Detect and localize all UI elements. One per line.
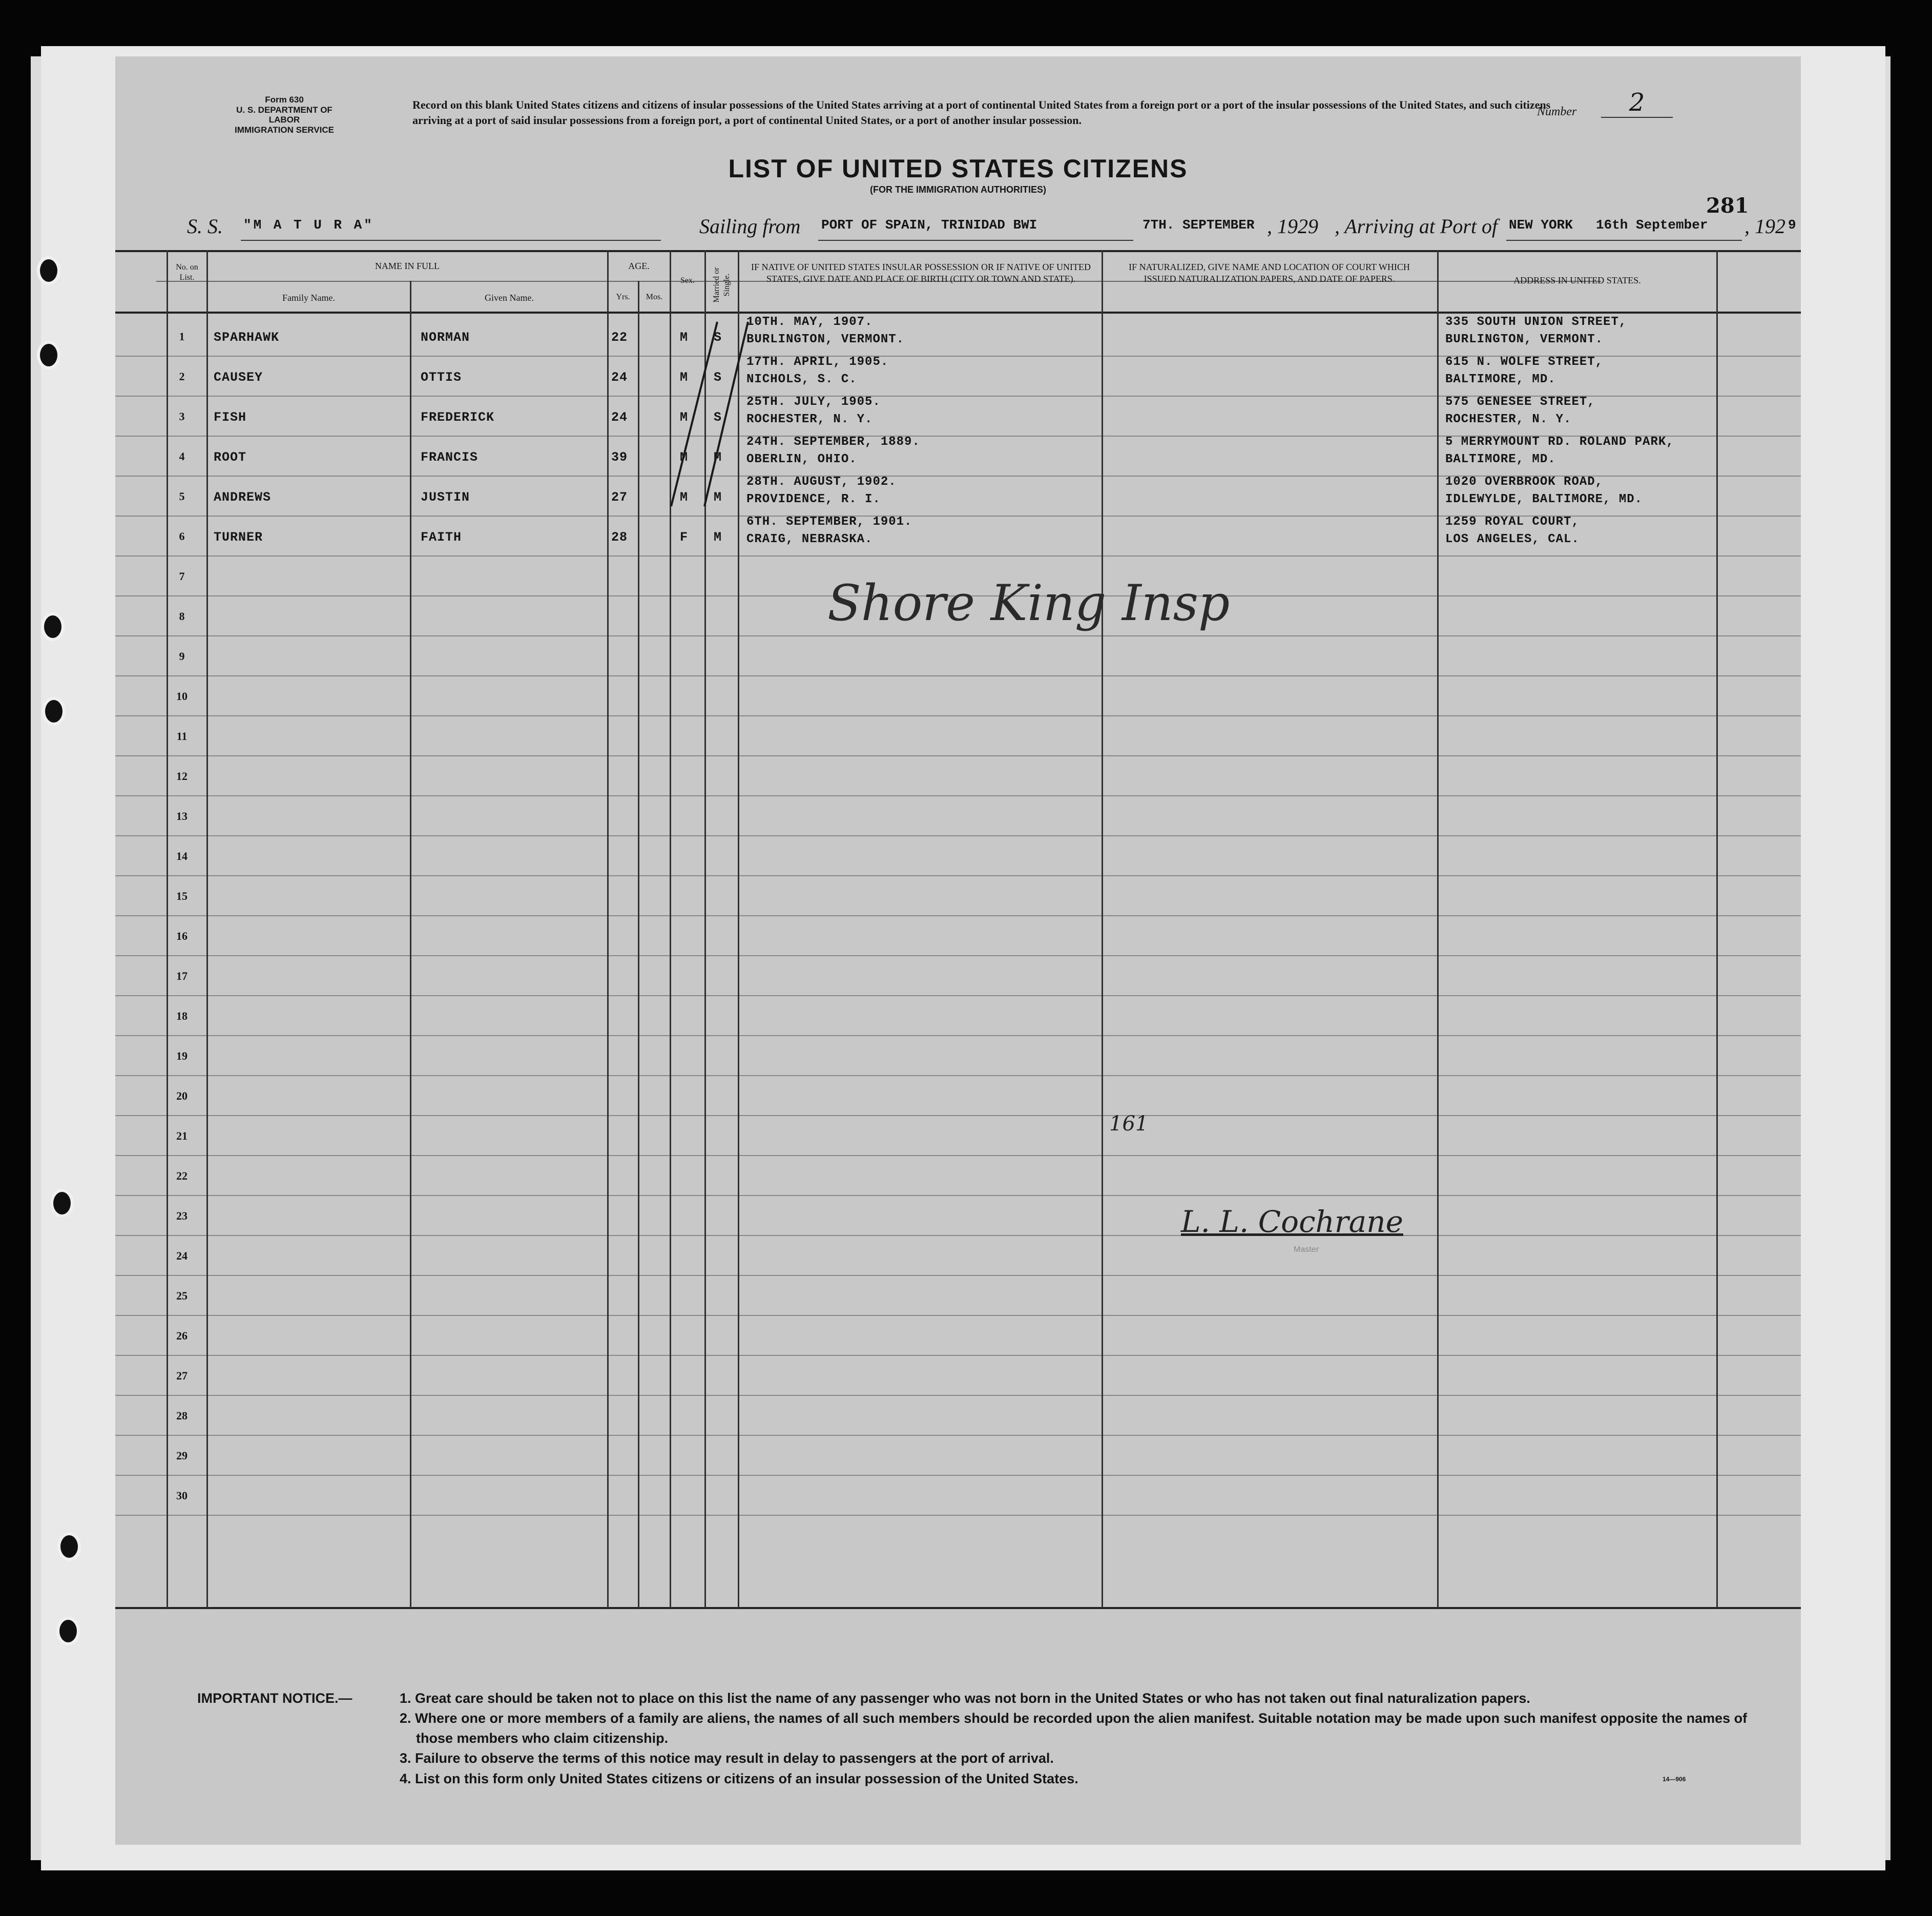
column-rule — [638, 281, 639, 1608]
column-rule — [206, 250, 208, 1608]
row-number: 19 — [176, 1049, 188, 1062]
birth-place-cell: BURLINGTON, VERMONT. — [746, 333, 905, 346]
year-from: , 1929 — [1267, 215, 1318, 238]
address-line-2: LOS ANGELES, CAL. — [1445, 532, 1580, 546]
row-number: 12 — [176, 770, 188, 782]
row-rule — [115, 1355, 1801, 1356]
row-rule — [115, 995, 1801, 996]
row-number: 30 — [176, 1489, 188, 1502]
row-number: 23 — [176, 1209, 188, 1222]
birth-date-cell: 6TH. SEPTEMBER, 1901. — [746, 515, 912, 529]
form-identifier — [233, 95, 336, 135]
notice-item: 3. Failure to observe the terms of this notice may result in delay to passengers at the port of arrival. — [400, 1750, 1054, 1766]
birth-place-cell: PROVIDENCE, R. I. — [746, 492, 881, 506]
marital-status-cell: M — [714, 450, 722, 465]
page-stamp: 281 — [1706, 194, 1749, 218]
column-rule — [1102, 250, 1103, 1608]
given-name-cell: FRANCIS — [421, 450, 479, 465]
row-number: 13 — [176, 810, 188, 822]
column-rule — [1716, 250, 1718, 1608]
row-rule — [115, 1395, 1801, 1396]
address-line-2: BURLINGTON, VERMONT. — [1445, 333, 1604, 346]
row-rule — [115, 795, 1801, 796]
address-line-1: 1020 OVERBROOK ROAD, — [1445, 475, 1604, 489]
department-name: U. S. DEPARTMENT OF LABOR — [236, 105, 333, 125]
address-line-1: 335 SOUTH UNION STREET, — [1445, 315, 1627, 329]
number-label: Number — [1537, 105, 1577, 118]
ship-name: "M A T U R A" — [243, 217, 374, 233]
form-code: 14—906 — [1663, 1776, 1686, 1783]
column-rule — [1437, 250, 1439, 1608]
address-line-2: BALTIMORE, MD. — [1445, 452, 1556, 466]
row-rule — [115, 875, 1801, 876]
header-name-in-full: NAME IN FULL — [375, 261, 440, 271]
row-rule — [115, 955, 1801, 956]
age-years-cell: 22 — [611, 330, 628, 345]
marital-status-cell: M — [714, 530, 722, 545]
row-number: 18 — [176, 1009, 188, 1022]
underline — [241, 240, 661, 241]
row-rule — [115, 1515, 1801, 1516]
voyage-line — [187, 210, 1796, 246]
header-no-on-list: No. on List. — [176, 263, 198, 282]
inspector-signature-text: Shore King Insp — [827, 574, 1230, 632]
family-name-cell: ANDREWS — [214, 490, 272, 505]
birth-date-cell: 17TH. APRIL, 1905. — [746, 355, 889, 369]
row-number: 25 — [176, 1289, 188, 1302]
sex-cell: M — [680, 450, 689, 465]
birth-place-cell: NICHOLS, S. C. — [746, 373, 857, 386]
master-label: Master — [1294, 1245, 1319, 1254]
marital-status-cell: S — [714, 410, 722, 425]
row-number: 17 — [176, 970, 188, 982]
age-years-cell: 39 — [611, 450, 628, 465]
record-instructions: Record on this blank United States citizens and citizens of insular possessions of the United States arriving at a port of continental United States from a foreign port or a port of the insular possessions of the United States, and such citizens arriving at a port of said insular possessions from a foreign port, a port of continental United States, or a port of another insular possession. — [412, 98, 1551, 127]
address-line-2: BALTIMORE, MD. — [1445, 373, 1556, 386]
row-number: 20 — [176, 1089, 188, 1102]
document-title: LIST OF UNITED STATES CITIZENS — [728, 154, 1188, 183]
master-signature: L. L. Cochrane — [1181, 1204, 1403, 1239]
sex-cell: M — [680, 330, 689, 345]
row-rule — [115, 1275, 1801, 1276]
given-name-cell: FREDERICK — [421, 410, 495, 425]
birth-date-cell: 24TH. SEPTEMBER, 1889. — [746, 435, 920, 449]
row-rule — [115, 1235, 1801, 1236]
row-rule — [115, 1315, 1801, 1316]
given-name-cell: OTTIS — [421, 370, 462, 385]
header-yrs: Yrs. — [616, 293, 630, 301]
row-rule — [115, 915, 1801, 916]
address-line-2: ROCHESTER, N. Y. — [1445, 413, 1572, 426]
row-number: 22 — [176, 1169, 188, 1182]
header-family-name: Family Name. — [282, 293, 335, 303]
family-name-cell: CAUSEY — [214, 370, 263, 385]
header-native: IF NATIVE OF UNITED STATES INSULAR POSSESSION OR IF NATIVE OF UNITED STATES, GIVE DATE AND PLACE OF BIRTH (CITY OR TOWN AND STATE). — [751, 262, 1091, 284]
address-line-1: 615 N. WOLFE STREET, — [1445, 355, 1604, 369]
row-number: 15 — [176, 890, 188, 902]
row-rule — [115, 675, 1801, 676]
age-years-cell: 24 — [611, 370, 628, 385]
birth-place-cell: CRAIG, NEBRASKA. — [746, 532, 873, 546]
date-to: 16th September — [1596, 217, 1708, 233]
year-to: , 192 — [1744, 215, 1785, 238]
notice-item: 2. Where one or more members of a family are aliens, the names of all such members should be recorded upon the alien manifest. Suitable notation may be made upon such manifest opposite the names of those members who claim citizenship. — [400, 1711, 1748, 1746]
notice-items — [400, 1688, 1783, 1789]
given-name-cell: NORMAN — [421, 330, 470, 345]
inspector-signature — [822, 574, 1230, 651]
header-married-single: Married or Single. — [712, 267, 731, 303]
check-marks — [669, 317, 751, 511]
header-sex: Sex. — [680, 276, 695, 285]
age-years-cell: 27 — [611, 490, 628, 505]
header-given-name: Given Name. — [485, 293, 534, 303]
address-line-1: 575 GENESEE STREET, — [1445, 395, 1595, 409]
family-name-cell: ROOT — [214, 450, 247, 465]
birth-date-cell: 28TH. AUGUST, 1902. — [746, 475, 897, 489]
row-number: 5 — [179, 490, 185, 503]
family-name-cell: SPARHAWK — [214, 330, 280, 345]
row-number: 10 — [176, 690, 188, 703]
birth-place-cell: ROCHESTER, N. Y. — [746, 413, 873, 426]
row-number: 16 — [176, 930, 188, 942]
row-rule — [115, 1435, 1801, 1436]
document-subtitle: (FOR THE IMMIGRATION AUTHORITIES) — [870, 184, 1046, 195]
margin-number: 161 — [1109, 1112, 1149, 1136]
row-rule — [115, 1075, 1801, 1076]
binder-hole — [37, 341, 60, 369]
row-number: 6 — [179, 530, 185, 543]
address-line-1: 1259 ROYAL COURT, — [1445, 515, 1580, 529]
row-number: 2 — [179, 370, 185, 383]
row-rule — [115, 1475, 1801, 1476]
column-rule — [410, 281, 411, 1608]
row-rule — [115, 1035, 1801, 1036]
row-rule — [115, 1155, 1801, 1156]
row-number: 21 — [176, 1129, 188, 1142]
birth-date-cell: 10TH. MAY, 1907. — [746, 315, 873, 329]
row-number: 8 — [179, 610, 185, 623]
binder-hole — [50, 1189, 74, 1218]
age-years-cell: 28 — [611, 530, 628, 545]
passenger-table — [115, 250, 1801, 1608]
address-line-1: 5 MERRYMOUNT RD. ROLAND PARK, — [1445, 435, 1674, 449]
sex-cell: M — [680, 410, 689, 425]
binder-hole — [56, 1617, 80, 1645]
family-name-cell: TURNER — [214, 530, 263, 545]
underline — [1506, 240, 1742, 241]
header-address: ADDRESS IN UNITED STATES. — [1513, 275, 1641, 285]
manifest-page — [115, 56, 1801, 1845]
row-rule — [115, 555, 1801, 557]
port-to: NEW YORK — [1509, 217, 1573, 233]
marital-status-cell: M — [714, 490, 722, 505]
form-number: Form 630 — [265, 95, 304, 105]
sailing-label: Sailing from — [699, 215, 801, 238]
binder-hole — [42, 697, 66, 726]
birth-date-cell: 25TH. JULY, 1905. — [746, 395, 881, 409]
binder-hole — [57, 1532, 81, 1561]
row-number: 27 — [176, 1369, 188, 1382]
year-to-digit: 9 — [1788, 217, 1796, 233]
date-from: 7TH. SEPTEMBER — [1142, 217, 1255, 233]
row-number: 26 — [176, 1329, 188, 1342]
binder-hole — [37, 256, 60, 285]
row-number: 14 — [176, 850, 188, 862]
given-name-cell: JUSTIN — [421, 490, 470, 505]
table-bottom-rule — [115, 1607, 1801, 1609]
row-number: 11 — [176, 730, 188, 743]
header-naturalized: IF NATURALIZED, GIVE NAME AND LOCATION OF COURT WHICH ISSUED NATURALIZATION PAPERS, AND DATE OF PAPERS. — [1129, 262, 1410, 284]
ss-label: S. S. — [187, 215, 223, 238]
notice-item: 1. Great care should be taken not to place on this list the name of any passenger who was not born in the United States or who has not taken out final naturalization papers. — [400, 1691, 1530, 1706]
row-rule — [115, 1115, 1801, 1116]
service-name: IMMIGRATION SERVICE — [235, 125, 334, 135]
row-number: 9 — [179, 650, 185, 663]
address-line-2: IDLEWYLDE, BALTIMORE, MD. — [1445, 492, 1643, 506]
family-name-cell: FISH — [214, 410, 247, 425]
row-rule — [115, 1195, 1801, 1196]
row-number: 29 — [176, 1449, 188, 1462]
marital-status-cell: S — [714, 330, 722, 345]
row-rule — [115, 715, 1801, 716]
row-number: 3 — [179, 410, 185, 423]
table-top-rule — [115, 250, 1801, 252]
header-age: AGE. — [628, 261, 650, 271]
header-mos: Mos. — [646, 293, 663, 301]
sex-cell: M — [680, 370, 689, 385]
row-rule — [115, 755, 1801, 756]
row-number: 28 — [176, 1409, 188, 1422]
row-rule — [115, 835, 1801, 836]
column-rule — [607, 250, 609, 1608]
marital-status-cell: S — [714, 370, 722, 385]
given-name-cell: FAITH — [421, 530, 462, 545]
notice-label: IMPORTANT NOTICE.— — [197, 1691, 352, 1706]
port-from: PORT OF SPAIN, TRINIDAD BWI — [821, 217, 1037, 233]
age-years-cell: 24 — [611, 410, 628, 425]
underline — [818, 240, 1133, 241]
row-number: 7 — [179, 570, 185, 583]
number-value: 2 — [1601, 88, 1673, 118]
row-number: 1 — [179, 330, 185, 343]
row-number: 4 — [179, 450, 185, 463]
arriving-label: , Arriving at Port of — [1335, 215, 1498, 238]
sex-cell: F — [680, 530, 689, 545]
notice-item: 4. List on this form only United States citizens or citizens of an insular possession of the United States. — [400, 1770, 1078, 1786]
birth-place-cell: OBERLIN, OHIO. — [746, 452, 857, 466]
sex-cell: M — [680, 490, 689, 505]
binder-hole — [41, 612, 65, 641]
row-number: 24 — [176, 1249, 188, 1262]
